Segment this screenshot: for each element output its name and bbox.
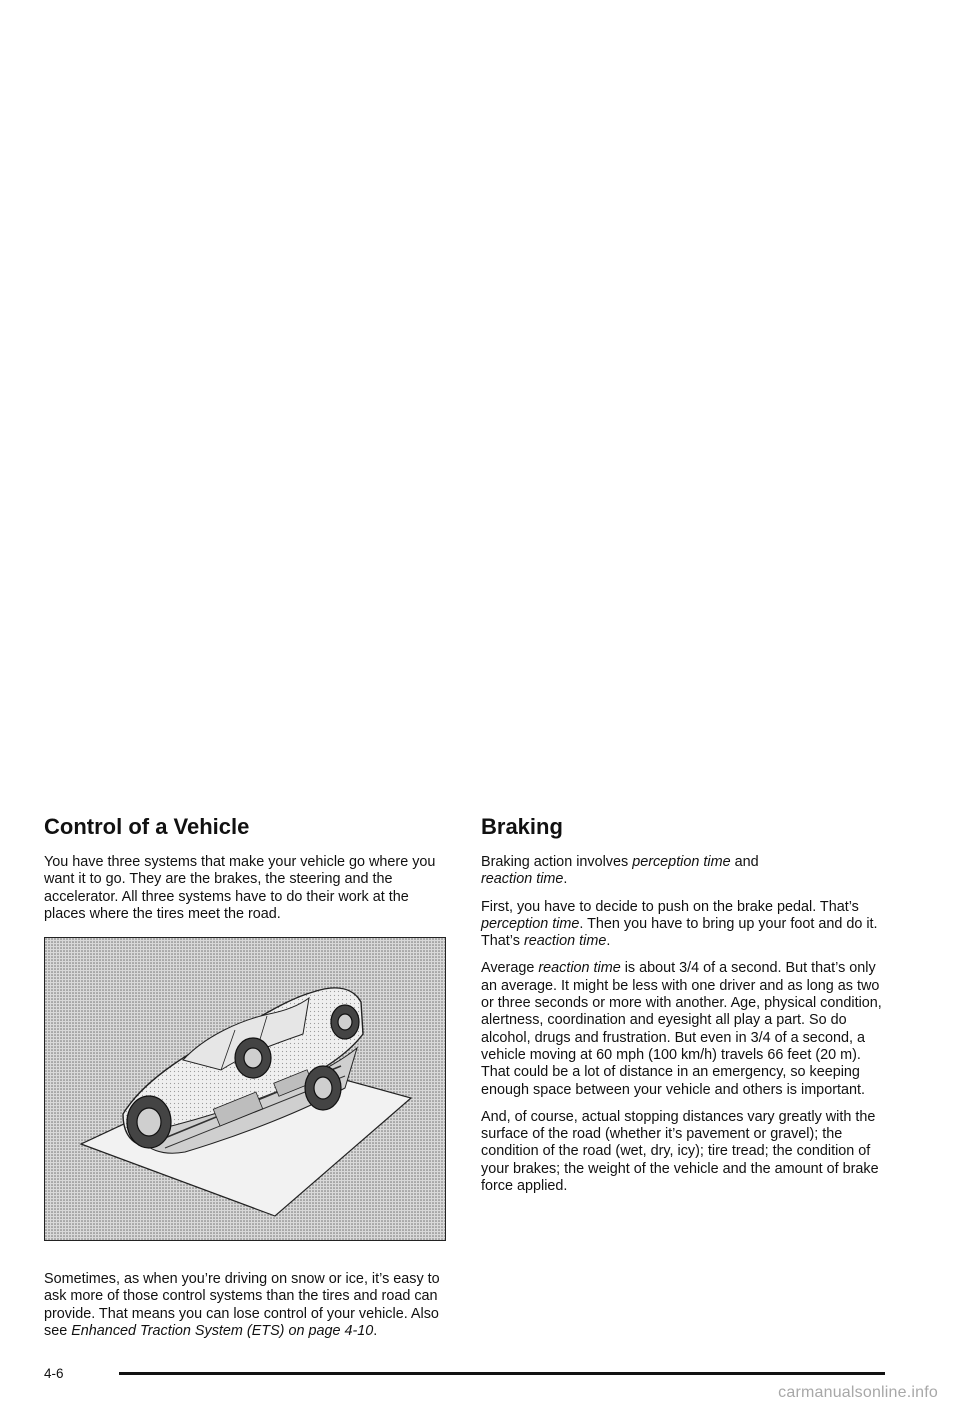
control-paragraph-1: You have three systems that make your vehicle go where you want it to go. They are the brakes, the steering and the accelerator. All three systems have to do their work at the places where the tires meet the road.: [44, 854, 436, 922]
vehicle-underside-illustration: [44, 937, 446, 1241]
vehicle-underside-drawing: [45, 938, 445, 1240]
page-number: 4-6: [44, 1366, 64, 1381]
braking-paragraph-2: First, you have to decide to push on the brake pedal. That’s perception time. Then you have to bring up your foot and do it. That’s reaction time.: [481, 898, 878, 950]
braking-paragraph-4: And, of course, actual stopping distances vary greatly with the surface of the road (whether it’s pavement or gravel); the condition of the road (wet, dry, icy); tire tread; the condition of your brakes; the weight of the vehicle and the amount of brake force applied.: [481, 1108, 879, 1195]
right-column: [481, 812, 885, 1205]
braking-paragraph-1: Braking action involves perception time and reaction time.: [481, 854, 759, 888]
footer-rule: [119, 1372, 885, 1375]
section-heading-braking: Braking: [481, 814, 563, 839]
site-watermark: carmanualsonline.info: [778, 1384, 938, 1401]
left-column: [44, 812, 448, 1350]
ets-page-reference: Enhanced Traction System (ETS) on page 4-10: [71, 1323, 374, 1340]
braking-paragraph-3: Average reaction time is about 3/4 of a second. But that’s only an average. It might be less with one driver and as long as two or three seconds or more with another. Age, physical condition, alertness, coordination and eyesight all play a part. So do alcohol, drugs and frustration. But even in 3/4 of a second, a vehicle moving at 60 mph (100 km/h) travels 66 feet (20 m). That could be a lot of distance in an emergency, so keeping enough space between your vehicle and others is important.: [481, 960, 882, 1098]
section-heading-control: Control of a Vehicle: [44, 814, 250, 839]
control-paragraph-2: Sometimes, as when you’re driving on snow or ice, it’s easy to ask more of those control systems than the tires and road can provide. That means you can lose control of your vehicle. Also see Enhanced Traction System (ETS) on page 4-10.: [44, 1271, 440, 1340]
